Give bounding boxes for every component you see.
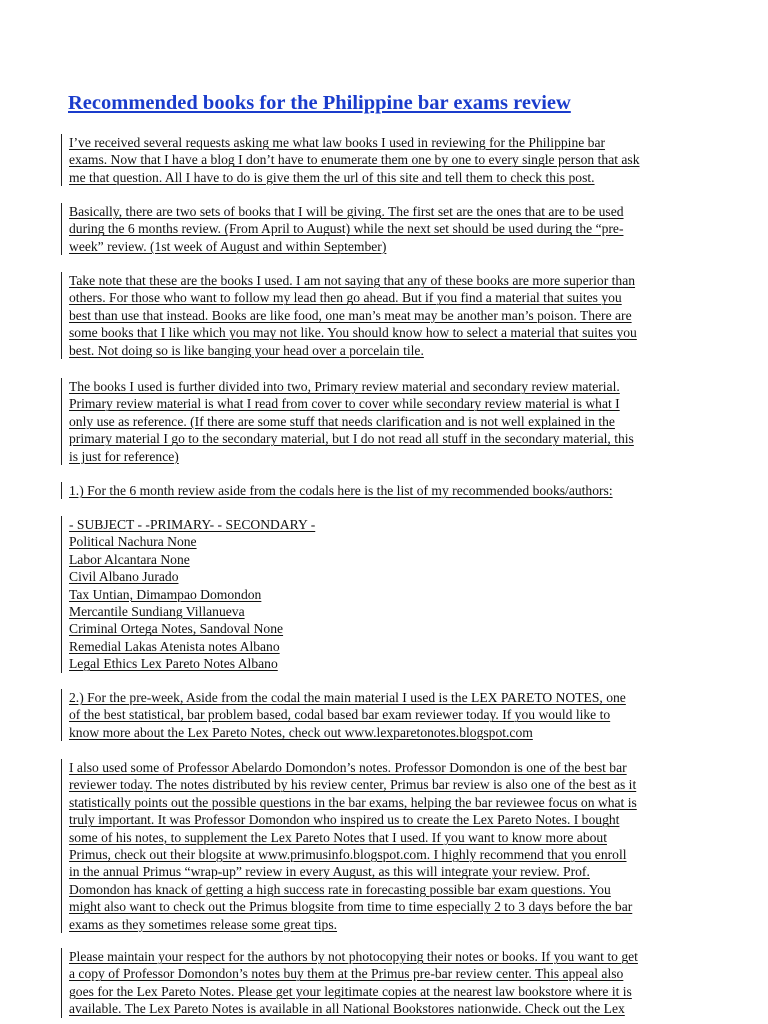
text-line: Criminal Ortega Notes, Sandoval None — [69, 621, 284, 637]
text-line: I’ve received several requests asking me what law books I used in reviewing for the Philippine bar — [69, 135, 606, 150]
paragraph — [61, 689, 729, 741]
text-line: statistically points out the possible questions in the bar exams, helping the bar reviewee focus on what is — [69, 794, 637, 810]
text-line: exams as they sometimes release some great tips. — [69, 916, 338, 932]
text-line: others. For those who want to follow my lead then go ahead. But if you find a material that suites you — [69, 290, 622, 306]
text-line: is just for reference) — [69, 448, 179, 464]
text-line: during the 6 months review. (From April to August) while the next set should be used during the “pre- — [69, 221, 624, 237]
text-line: know more about the Lex Pareto Notes, check out www.lexparetonotes.blogspot.com — [69, 724, 533, 740]
page-title: Recommended books for the Philippine bar exams review — [68, 92, 571, 114]
paragraph — [61, 134, 729, 186]
text-line: in the annual Primus “wrap-up” review in every August, as this will integrate your review. Prof. — [69, 864, 590, 880]
text-line: goes for the Lex Pareto Notes. Please get your legitimate copies at the nearest law bookstore where it is — [69, 983, 632, 999]
text-line: of the best statistical, bar problem based, codal based bar exam reviewer today. If you would like to — [69, 707, 611, 723]
text-line: primary material I go to the secondary material, but I do not read all stuff in the secondary material, this — [69, 431, 634, 447]
text-line: 2.) For the pre-week, Aside from the codal the main material I used is the LEX PARETO NOTES, one — [69, 690, 626, 705]
text-line: me that question. All I have to do is give them the url of this site and tell them to check this post. — [69, 169, 595, 185]
text-line: Labor Alcantara None — [69, 551, 190, 567]
text-line: Tax Untian, Dimampao Domondon — [69, 586, 262, 602]
text-line: Please maintain your respect for the authors by not photocopying their notes or books. If you want to get — [69, 949, 638, 964]
paragraph — [61, 759, 729, 933]
text-line: Primary review material is what I read from cover to cover while secondary review material is what I — [69, 396, 620, 412]
text-line: best. Not doing so is like banging your head over a porcelain tile. — [69, 342, 424, 358]
text-line: Remedial Lakas Atenista notes Albano — [69, 638, 280, 654]
paragraph — [61, 272, 729, 359]
text-line: Take note that these are the books I used. I am not saying that any of these books are more superior than — [69, 273, 636, 288]
text-line: Domondon has knack of getting a high success rate in forecasting possible bar exam questions. You — [69, 881, 611, 897]
paragraph — [61, 482, 729, 499]
text-line: only use as reference. (If there are some stuff that needs clarification and is not well explained in the — [69, 413, 615, 429]
text-line: some of his notes, to supplement the Lex Pareto Notes that I used. If you want to know more about — [69, 829, 607, 845]
text-line: week” review. (1st week of August and within September) — [69, 238, 387, 254]
text-line: 1.) For the 6 month review aside from the codals here is the list of my recommended books/authors: — [69, 483, 613, 498]
text-line: a copy of Professor Domondon’s notes buy them at the Primus pre-bar review center. This appeal also — [69, 966, 624, 982]
text-line: some books that I like which you may not like. You should know how to select a material that suites you — [69, 325, 637, 341]
text-line: might also want to check out the Primus blogsite from time to time especially 2 to 3 days before the bar — [69, 899, 633, 915]
text-line: Basically, there are two sets of books that I will be giving. The first set are the ones that are to be used — [69, 204, 624, 219]
text-line: Mercantile Sundiang Villanueva — [69, 603, 245, 619]
text-line: truly important. It was Professor Domondon who inspired us to create the Lex Pareto Notes. I bought — [69, 812, 620, 828]
text-line: Legal Ethics Lex Pareto Notes Albano — [69, 656, 278, 672]
text-line: Civil Albano Jurado — [69, 569, 179, 585]
text-line: reviewer today. The notes distributed by his review center, Primus bar review is also one of the best as it — [69, 777, 637, 793]
paragraph — [61, 948, 729, 1018]
text-line: exams. Now that I have a blog I don’t have to enumerate them one by one to every single person that ask — [69, 152, 640, 168]
paragraph — [61, 516, 729, 673]
text-line: Political Nachura None — [69, 534, 197, 550]
text-line: I also used some of Professor Abelardo Domondon’s notes. Professor Domondon is one of the best bar — [69, 760, 627, 775]
text-line: Primus, check out their blogsite at www.primusinfo.blogspot.com. I highly recommend that you enroll — [69, 846, 627, 862]
text-line: best than use that instead. Books are like food, one man’s meat may be another man’s poison. There are — [69, 307, 632, 323]
text-line: available. The Lex Pareto Notes is available in all National Bookstores nationwide. Check out the Lex — [69, 1001, 625, 1017]
text-line: - SUBJECT - -PRIMARY- - SECONDARY - — [69, 517, 316, 532]
paragraph — [61, 203, 729, 255]
text-line: The books I used is further divided into two, Primary review material and secondary review material. — [69, 379, 620, 394]
paragraph — [61, 378, 729, 465]
